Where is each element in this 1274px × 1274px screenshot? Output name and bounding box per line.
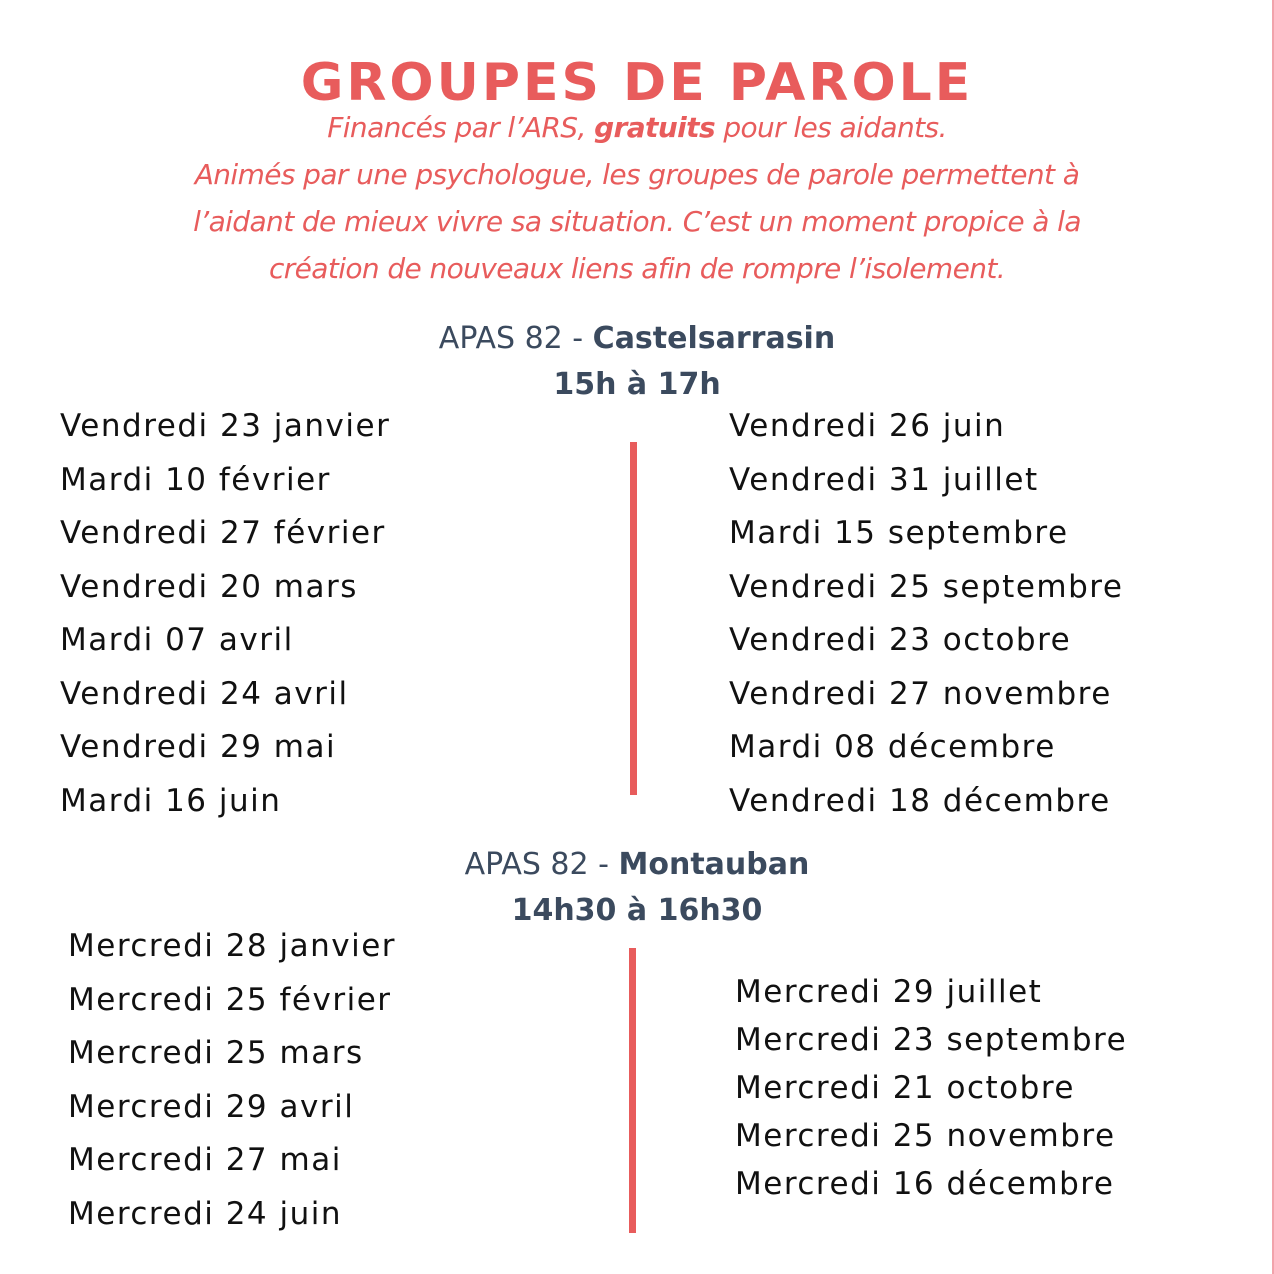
date-item: Vendredi 24 avril xyxy=(60,675,349,712)
date-item: Mardi 07 avril xyxy=(60,622,294,658)
date-item: Mercredi 29 juillet xyxy=(735,974,1043,1010)
intro-text xyxy=(60,104,1214,292)
intro-line-1-start: Financés par l’ARS, xyxy=(327,111,595,144)
date-item: Mercredi 29 avril xyxy=(68,1088,355,1125)
date-item: Vendredi 23 janvier xyxy=(60,408,391,444)
dates-list-montauban-right xyxy=(735,968,1127,1208)
date-item: Vendredi 27 novembre xyxy=(729,675,1112,712)
date-item: Mercredi 16 décembre xyxy=(735,1166,1115,1202)
page-title: GROUPES DE PAROLE xyxy=(300,52,974,113)
date-item: Mardi 16 juin xyxy=(60,782,282,819)
date-item: Vendredi 29 mai xyxy=(60,729,337,765)
date-item: Mercredi 25 mars xyxy=(68,1035,364,1072)
date-item: Vendredi 31 juillet xyxy=(729,461,1039,498)
date-item: Vendredi 20 mars xyxy=(60,568,358,605)
date-item: Mercredi 28 janvier xyxy=(68,928,397,964)
intro-line-3: l’aidant de mieux vivre sa situation. C’est un moment propice à la xyxy=(193,205,1081,238)
intro-line-1 xyxy=(60,104,1214,151)
intro-line-4: création de nouveaux liens afin de rompre l’isolement. xyxy=(268,252,1006,285)
group-prefix: APAS 82 - xyxy=(464,847,619,882)
group-hours: 14h30 à 16h30 xyxy=(511,893,763,928)
group-prefix: APAS 82 - xyxy=(438,321,593,356)
date-item: Vendredi 26 juin xyxy=(729,408,1006,444)
dates-list-castelsarrasin-right xyxy=(729,400,1123,828)
date-item: Mardi 15 septembre xyxy=(729,515,1069,551)
date-item: Mardi 10 février xyxy=(60,461,331,498)
column-divider xyxy=(629,948,636,1233)
date-item: Mercredi 27 mai xyxy=(68,1142,342,1179)
group-hours: 15h à 17h xyxy=(553,367,721,402)
group-place: Montauban xyxy=(618,847,810,882)
date-item: Mercredi 21 octobre xyxy=(735,1070,1075,1106)
date-item: Vendredi 18 décembre xyxy=(729,782,1111,819)
date-item: Mardi 08 décembre xyxy=(729,729,1056,765)
date-item: Vendredi 25 septembre xyxy=(729,568,1124,605)
group-place: Castelsarrasin xyxy=(592,321,836,356)
date-item: Mercredi 24 juin xyxy=(68,1195,343,1232)
date-item: Vendredi 23 octobre xyxy=(729,622,1072,658)
dates-list-montauban-left xyxy=(68,920,396,1242)
intro-line-1-end: pour les aidants. xyxy=(715,111,947,144)
dates-list-castelsarrasin-left xyxy=(60,400,390,828)
date-item: Mercredi 25 novembre xyxy=(735,1118,1116,1154)
date-item: Mercredi 25 février xyxy=(68,981,392,1018)
group-heading-castelsarrasin xyxy=(0,316,1274,408)
date-item: Vendredi 27 février xyxy=(60,515,386,551)
date-item: Mercredi 23 septembre xyxy=(735,1022,1128,1058)
intro-emphasis-free: gratuits xyxy=(594,111,716,144)
intro-line-2: Animés par une psychologue, les groupes de parole permettent à xyxy=(194,158,1080,191)
column-divider xyxy=(630,442,637,795)
